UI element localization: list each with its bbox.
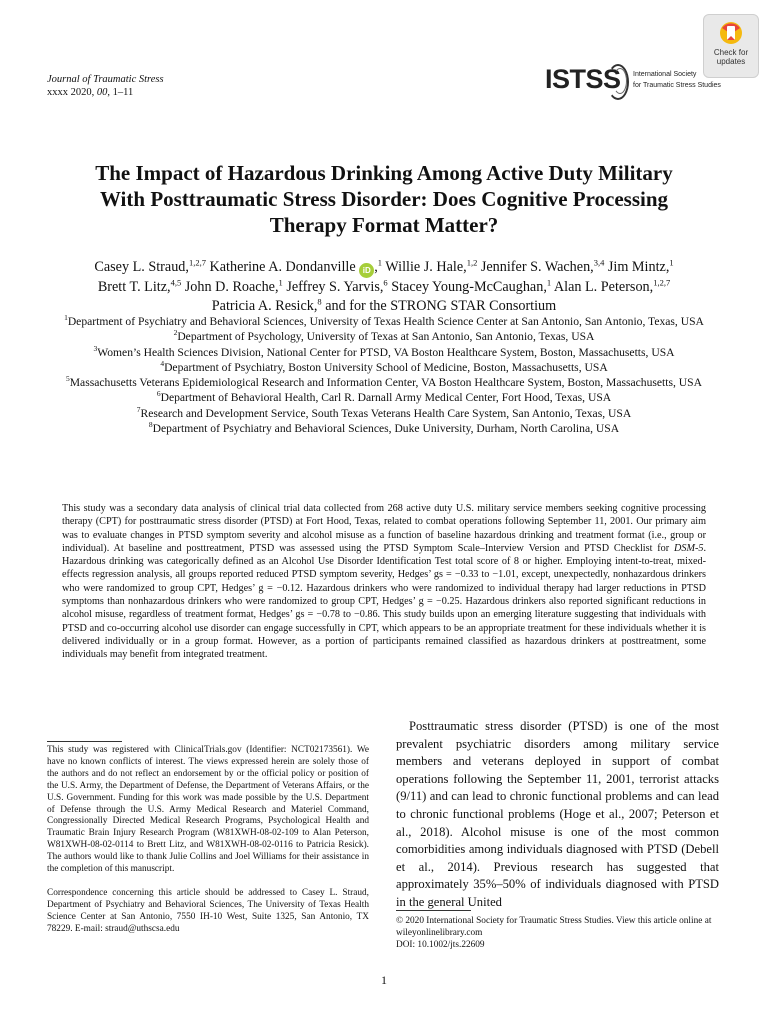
affiliation-item: $^2$Department of Psychology, University of Texas at San Antonio, San Antonio, Texas, USA xyxy=(173,328,595,344)
orcid-icon[interactable]: iD xyxy=(359,263,374,278)
journal-name: Journal of Traumatic Stress xyxy=(47,74,164,85)
author-line-1: Casey L. Straud,$^{1,2,7}$ Katherine A. Dondanville iD ,$^1$ Willie J. Hale,$^{1,2}$ Jennifer S. Wachen,$^{3,4}$ Jim Mintz,$^1$ xyxy=(60,258,708,278)
affiliation-item: $^8$Department of Psychiatry and Behavioral Sciences, Duke University, Durham, North Carolina, USA xyxy=(148,420,620,436)
footnote-divider xyxy=(47,741,122,742)
check-for-label: Check for xyxy=(713,48,749,57)
page-number: 1 xyxy=(381,973,387,987)
istss-logo xyxy=(545,60,725,100)
journal-header xyxy=(47,73,164,99)
affiliation-item: $^4$Department of Psychiatry, Boston University School of Medicine, Boston, Massachusetts, USA xyxy=(160,359,608,374)
affiliation-item: $^1$Department of Psychiatry and Behavioral Sciences, University of Texas Health Science Center at San Antonio, San Antonio, Texas, USA xyxy=(64,313,704,328)
correspondence-note: Correspondence concerning this article should be addressed to Casey L. Straud, Department of Psychiatry and Behavioral Sciences, The University of Texas Health Science Center at San Antonio, 7550 IH-10 West, Suite 1325, San Antonio, TX 78229. E-mail: straud@uthscsa.edu xyxy=(47,887,369,934)
funding-note: This study was registered with ClinicalTrials.gov (Identifier: NCT02173561). We have no known conflicts of interest. The views expressed herein are solely those of the authors and do not reflect an endorsement by or the official policy or position of the U.S. Army, the Department of Defense, the Department of Veterans Affairs, or the U.S. Government. Funding for this work was made possible by the U.S. Department of Defense through the U.S. Army Medical Research and Materiel Command, Congressionally Directed Medical Research Programs, Psychological Health and Traumatic Brain Injury Research Program (W81XWH-08-02-109 to Alan Peterson, W81XWH-08-02-0114 to Brett Litz, and W81XWH-08-02-0116 to Patricia Resick). The authors would like to thank Julie Collins and Joel Williams for their assistance in the completion of this manuscript. xyxy=(47,745,369,875)
abstract: This study was a secondary data analysis of clinical trial data collected from 268 active duty U.S. military service members seeking cognitive processing therapy (CPT) for posttraumatic stress disorder (PTSD) at Fort Hood, Texas, related to combat operations following September 11, 2001. Our primary aim was to evaluate changes in PTSD symptom severity and alcohol misuse as a function of baseline hazardous drinking and treatment format (i.e., group or individual). At baseline and posttreatment, PTSD was assessed using the PTSD Symptom Scale–Interview Version and PTSD Checklist for DSM-5. Hazardous drinking was categorically defined as an Alcohol Use Disorder Identification Test total score of 8 or higher. Employing intent-to-treat, mixed-effects regression analysis, all groups reported reduced PTSD symptom severity, Hedges’ gs = −0.33 to −1.01, except, unexpectedly, nonhazardous drinkers who were randomized to group CPT, Hedges’ g = −0.12. Hazardous drinkers who were randomized to individual therapy had larger reductions in PTSD symptoms than nonhazardous drinkers who were randomized to group CPT, Hedges’ g = −0.25. Hazardous drinkers also reported significant reductions in alcohol misuse, regardless of treatment format, Hedges’ gs = −0.78 to −0.86. This study builds upon an emerging literature suggesting that individuals with PTSD and co-occurring alcohol use disorder can engage successfully in CPT, which appears to be an appropriate treatment for these individuals whether it is delivered individually or in a group format. However, as a portion of participants remained classified as hazardous drinkers at posttreatment, some individuals may benefit from integrated treatment. xyxy=(62,503,706,661)
affiliation-list xyxy=(40,314,728,436)
updates-label: updates xyxy=(716,57,746,66)
copyright-divider xyxy=(396,910,471,911)
affiliation-item: $^5$Massachusetts Veterans Epidemiological Research and Information Center, VA Boston Healthcare System, Boston, Massachusetts, USA xyxy=(66,374,702,390)
istss-ring-inner-icon xyxy=(613,68,627,94)
intro-paragraph: Posttraumatic stress disorder (PTSD) is one of the most prevalent psychiatric disorders among military service members and veterans deployed in support of combat operations following the September 11, 2001, terrorist attacks (9/11) and can lead to chronic functional problems and can lead to chronic functional problems (Hoge et al., 2007; Peterson et al., 2018). Alcohol misuse is one of the most common comorbidities among individuals diagnosed with PTSD (Debell et al., 2014). Previous research has suggested that approximately 35%–50% of individuals diagnosed with PTSD in the general United xyxy=(396,719,719,909)
journal-volume-line: xxxx 2020, 00, 1–11 xyxy=(47,87,134,98)
istss-wordmark: ISTSS xyxy=(545,64,621,94)
footnotes-left xyxy=(47,745,369,948)
author-line-3: Patricia A. Resick,$^8$ and for the STRONG STAR Consortium xyxy=(211,296,557,314)
affiliation-item: $^6$Department of Behavioral Health, Carl R. Darnall Army Medical Center, Fort Hood, Texas, USA xyxy=(156,389,612,405)
copyright-text: © 2020 International Society for Traumatic Stress Studies. View this article online at wileyonlinelibrary.com xyxy=(396,916,712,938)
affiliation-item: $^7$Research and Development Service, South Texas Veterans Health Care System, San Antonio, Texas, USA xyxy=(136,404,632,420)
affiliation-item: $^3$Women’s Health Sciences Division, National Center for PTSD, VA Boston Healthcare System, Boston, Massachusetts, USA xyxy=(93,343,675,359)
istss-society-name: International Society for Traumatic Stress Studies xyxy=(633,71,721,89)
check-for-updates-button[interactable] xyxy=(703,14,759,78)
body-text-column xyxy=(396,718,719,912)
doi-text[interactable]: DOI: 10.1002/jts.22609 xyxy=(396,939,485,950)
author-list xyxy=(60,258,708,316)
author-line-2: Brett T. Litz,$^{4,5}$ John D. Roache,$^1$ Jeffrey S. Yarvis,$^6$ Stacey Young-McCaughan,$^1$ Alan L. Peterson,$^{1,2,7}$ xyxy=(97,277,671,295)
copyright-note xyxy=(396,916,719,952)
crossmark-icon xyxy=(718,20,744,48)
article-title: The Impact of Hazardous Drinking Among Active Duty Military With Posttraumatic Stress Disorder: Does Cognitive Processing Therapy Format Matter? xyxy=(95,161,673,237)
